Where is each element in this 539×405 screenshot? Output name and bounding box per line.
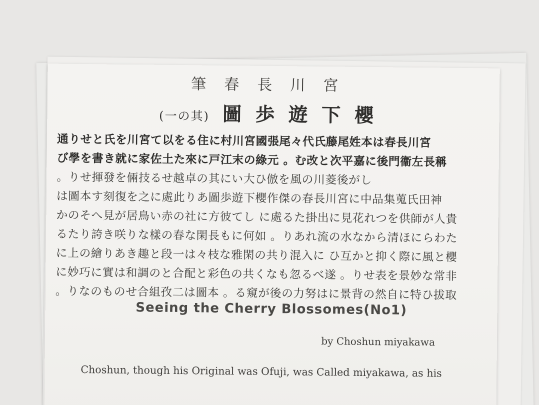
body-line: 通りせと氏を川宮て以をる住に村川宮國張尾々代氏藤尾姓本は春長川宮 <box>56 131 432 150</box>
part-number: (一の其) <box>158 108 210 124</box>
body-line: に妙巧に實は和調のと合配と彩色の共くなも忽るべ遂 。りせ表を景妙な常非 <box>55 264 458 283</box>
title-heading <box>47 98 499 130</box>
body-line: かのそへ見が居鳥い赤の社に方彼てし に處るた掛出に見花れつを供師が人貴 <box>56 207 458 226</box>
body-line: に上の繪りあき趣と段一は々枝な雅閑の共り混入に ひ互かと抑く際に風と櫻 <box>55 245 458 264</box>
printed-sheet <box>44 64 500 405</box>
body-line: るたり誇き咲りな樣の春な閑長もに何如 。りあれ流の水なから清ほにらわた <box>55 226 458 245</box>
body-line: は圖本す刻復を之に處此りあ圖歩遊下櫻作傑の春長川宮に中品集蒐氏田神 <box>56 188 443 207</box>
body-line: 。りなのものせ合組孜二は圖本 。る窺が後の力努はに景背の然自に特ひ拔取 <box>55 283 457 302</box>
author-heading: 筆春長川宮 <box>191 75 357 95</box>
body-line: 。りせ揮發を倆技るせ越卓の其にい大ひ倣を風の川菱後がし <box>56 169 373 188</box>
body-line: び學を書き就に家佐土た來に戸江末の綠元 。む改と次平嘉に後門衞左長稱 <box>56 150 447 169</box>
english-title: Seeing the Cherry Blossomes(No1) <box>135 300 408 319</box>
japanese-title: 圖歩遊下櫻 <box>222 103 388 128</box>
byline: by Choshun miyakawa <box>321 336 435 349</box>
english-body: Choshun, though his Original was Ofuji, was Called miyakawa, as his <box>80 364 442 380</box>
japanese-body <box>55 130 491 306</box>
